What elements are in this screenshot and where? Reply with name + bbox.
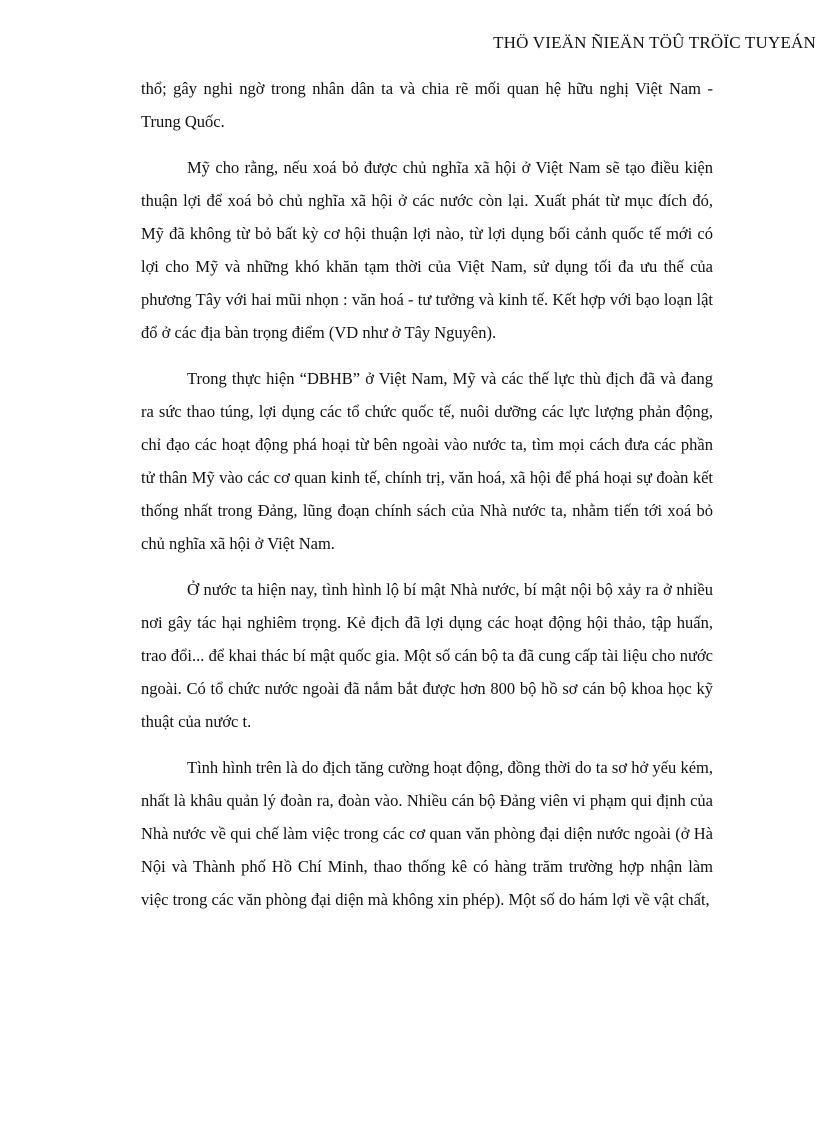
paragraph-2: Mỹ cho rằng, nếu xoá bỏ được chủ nghĩa xã hội ở Việt Nam sẽ tạo điều kiện thuận lợi để xoá bỏ chủ nghĩa xã hội ở các nước còn lại. Xuất phát từ mục đích đó, Mỹ đã không từ bỏ bất kỳ cơ hội thuận lợi nào, từ lợi dụng bối cảnh quốc tế mới có lợi cho Mỹ và những khó khăn tạm thời của Việt Nam, sử dụng tối đa ưu thế của phương Tây với hai mũi nhọn : văn hoá - tư tưởng và kinh tế. Kết hợp với bạo loạn lật đổ ở các địa bàn trọng điểm (VD như ở Tây Nguyên). xyxy=(141,158,713,342)
paragraph-5: Tình hình trên là do địch tăng cường hoạt động, đồng thời do ta sơ hở yếu kém, nhất là khâu quản lý đoàn ra, đoàn vào. Nhiều cán bộ Đảng viên vi phạm qui định của Nhà nước về qui chế làm việc trong các cơ quan văn phòng đại diện nước ngoài (ở Hà Nội và Thành phố Hồ Chí Minh, thao thống kê có hàng trăm trường hợp nhận làm việc trong các văn phòng đại diện mà không xin phép). Một số do hám lợi về vật chất, xyxy=(141,758,713,909)
paragraph-4: Ở nước ta hiện nay, tình hình lộ bí mật Nhà nước, bí mật nội bộ xảy ra ở nhiều nơi gây tác hại nghiêm trọng. Kẻ địch đã lợi dụng các hoạt động hội thảo, tập huấn, trao đổi... để khai thác bí mật quốc gia. Một số cán bộ ta đã cung cấp tài liệu cho nước ngoài. Có tổ chức nước ngoài đã nắm bắt được hơn 800 bộ hồ sơ cán bộ khoa học kỹ thuật của nước t. xyxy=(141,580,713,731)
page-header-title: THÖ VIEÄN ÑIEÄN TÖÛ TRÖÏC TUYEÁN xyxy=(493,33,816,52)
paragraph-3: Trong thực hiện “DBHB” ở Việt Nam, Mỹ và các thế lực thù địch đã và đang ra sức thao túng, lợi dụng các tổ chức quốc tế, nuôi dưỡng các lực lượng phản động, chỉ đạo các hoạt động phá hoại từ bên ngoài vào nước ta, tìm mọi cách đưa các phần tử thân Mỹ vào các cơ quan kinh tế, chính trị, văn hoá, xã hội để phá hoại sự đoàn kết thống nhất trong Đảng, lũng đoạn chính sách của Nhà nước ta, nhằm tiến tới xoá bỏ chủ nghĩa xã hội ở Việt Nam. xyxy=(141,369,713,553)
paragraph-1: thổ; gây nghi ngờ trong nhân dân ta và chia rẽ mối quan hệ hữu nghị Việt Nam - Trung Quốc. xyxy=(141,79,713,131)
document-body xyxy=(141,72,713,929)
